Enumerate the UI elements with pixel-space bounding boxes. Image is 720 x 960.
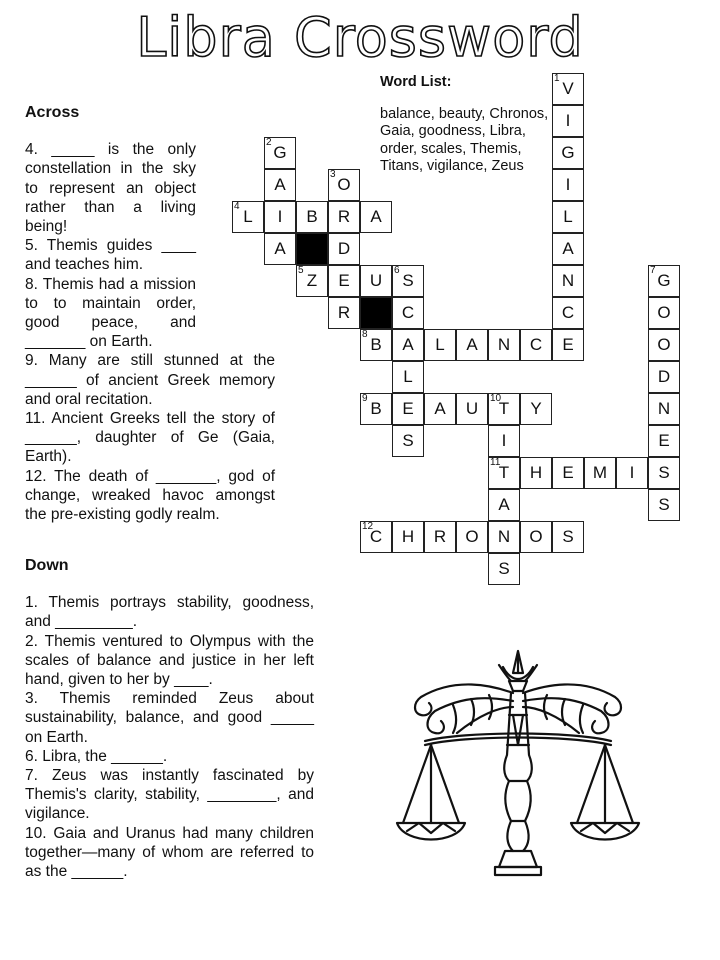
crossword-cell[interactable] (296, 265, 328, 297)
crossword-cell[interactable] (360, 393, 392, 425)
cell-letter: A (274, 239, 286, 258)
cell-letter: N (497, 527, 511, 546)
across-clue: 5. Themis guides ____ and teaches him. (25, 237, 196, 274)
crossword-cell[interactable] (648, 329, 680, 361)
cell-letter: S (402, 271, 414, 290)
word-list-title: Word List: (380, 74, 452, 90)
down-clue: 6. Libra, the ______. (25, 747, 168, 765)
cell-letter: N (657, 399, 671, 418)
across-clue: 9. Many are still stunned at the ______ of ancient Greek memory and oral recitation. (25, 352, 275, 408)
cell-letter: A (370, 207, 382, 226)
cell-letter: G (657, 271, 671, 290)
cell-letter: U (465, 399, 479, 418)
cell-letter: E (402, 399, 414, 418)
cell-letter: L (243, 207, 253, 226)
crossword-cell[interactable] (520, 393, 552, 425)
crossword-cell[interactable] (584, 457, 616, 489)
across-clues (25, 103, 275, 524)
crossword-cell[interactable] (552, 169, 584, 201)
crossword-cell[interactable] (456, 521, 488, 553)
cell-letter: H (529, 463, 543, 482)
crossword-cell[interactable] (648, 393, 680, 425)
crossword-cell[interactable] (328, 297, 360, 329)
cell-letter: S (658, 463, 670, 482)
crossword-cell[interactable] (296, 201, 328, 233)
crossword-cell[interactable] (552, 105, 584, 137)
cell-letter: B (370, 399, 382, 418)
crossword-cell[interactable] (616, 457, 648, 489)
page-title: Libra Crossword (136, 6, 584, 69)
clue-number: 5 (298, 265, 304, 276)
crossword-cell[interactable] (552, 137, 584, 169)
cell-letter: E (338, 271, 350, 290)
down-clue: 10. Gaia and Uranus had many children together—many of whom are referred to as the ______. (25, 824, 314, 881)
crossword-cell[interactable] (552, 521, 584, 553)
cell-letter: A (562, 239, 574, 258)
clue-number: 2 (266, 137, 272, 148)
cell-letter: R (337, 303, 351, 322)
cell-letter: V (562, 79, 574, 98)
cell-letter: C (369, 527, 383, 546)
cell-letter: G (561, 143, 575, 162)
clue-number: 1 (554, 73, 560, 84)
crossword-cell[interactable] (552, 457, 584, 489)
cell-letter: I (565, 111, 571, 130)
cell-letter: D (657, 367, 671, 386)
crossword-cell[interactable] (328, 265, 360, 297)
crossword-cell[interactable] (456, 329, 488, 361)
cell-letter: I (501, 431, 507, 450)
crossword-cell[interactable] (488, 329, 520, 361)
across-heading: Across (25, 104, 80, 121)
crossword-cell[interactable] (264, 233, 296, 265)
cell-letter: C (401, 303, 415, 322)
across-clue: 8. Themis had a mission to to maintain order, good peace, and _______ on Earth. (25, 275, 196, 351)
crossword-cell[interactable] (424, 393, 456, 425)
clue-number: 12 (362, 521, 374, 532)
cell-letter: L (563, 207, 573, 226)
crossword-cell[interactable] (360, 201, 392, 233)
cell-letter: M (592, 463, 608, 482)
crossword-cell[interactable] (360, 521, 392, 553)
crossword-cell[interactable] (488, 553, 520, 585)
cell-letter: A (274, 175, 286, 194)
cell-letter: O (465, 527, 479, 546)
cell-letter: G (273, 143, 287, 162)
down-clues (25, 556, 314, 881)
cell-letter: D (337, 239, 351, 258)
clue-number: 3 (330, 169, 336, 180)
cell-letter: A (434, 399, 446, 418)
cell-letter: N (497, 335, 511, 354)
cell-letter: B (370, 335, 382, 354)
cell-letter: N (561, 271, 575, 290)
cell-letter: T (498, 399, 510, 418)
clue-number: 7 (650, 265, 656, 276)
cell-letter: R (433, 527, 447, 546)
crossword-cell[interactable] (552, 201, 584, 233)
crossword-cell[interactable] (552, 265, 584, 297)
crossword-cell[interactable] (648, 361, 680, 393)
cell-letter: R (337, 207, 351, 226)
crossword-cell[interactable] (392, 393, 424, 425)
crossword-cell[interactable] (424, 329, 456, 361)
crossword-cell[interactable] (488, 521, 520, 553)
crossword-cell[interactable] (488, 489, 520, 521)
cell-letter: E (562, 335, 574, 354)
down-clue: 3. Themis reminded Zeus about sustainability, balance, and good _____ on Earth. (25, 690, 314, 746)
clue-number: 6 (394, 265, 400, 276)
cell-letter: E (562, 463, 574, 482)
cell-letter: O (657, 335, 671, 354)
crossword-cell[interactable] (552, 233, 584, 265)
crossword-cell[interactable] (264, 137, 296, 169)
cell-letter: I (277, 207, 283, 226)
cell-letter: Y (530, 399, 542, 418)
crossword-block (296, 233, 328, 265)
across-clue: 11. Ancient Greeks tell the story of ______, daughter of Ge (Gaia, Earth). (25, 410, 275, 466)
cell-letter: T (498, 463, 510, 482)
cell-letter: C (561, 303, 575, 322)
cell-letter: O (529, 527, 543, 546)
cell-letter: Z (306, 271, 318, 290)
down-clue: 7. Zeus was instantly fascinated by Themis's clarity, stability, ________, and vigilance. (25, 767, 314, 823)
down-clue: 2. Themis ventured to Olympus with the scales of balance and justice in her left hand, given to her by ____. (25, 632, 314, 689)
clue-number: 11 (490, 457, 501, 468)
crossword-cell[interactable] (232, 201, 264, 233)
cell-letter: L (403, 367, 413, 386)
down-clue: 1. Themis portrays stability, goodness, and _________. (25, 594, 314, 631)
clue-number: 9 (362, 393, 368, 404)
crossword-cell[interactable] (648, 297, 680, 329)
crossword-cell[interactable] (552, 329, 584, 361)
across-clue: 12. The death of _______, god of change, wreaked havoc amongst the pre-existing godly realm. (25, 467, 275, 524)
cell-letter: C (529, 335, 543, 354)
crossword-cell[interactable] (264, 201, 296, 233)
cell-letter: O (337, 175, 351, 194)
down-heading: Down (25, 557, 69, 574)
crossword-cell[interactable] (264, 169, 296, 201)
word-list (380, 74, 550, 176)
crossword-cell[interactable] (488, 425, 520, 457)
crossword-cell[interactable] (648, 457, 680, 489)
crossword-cell[interactable] (328, 169, 360, 201)
crossword-cell[interactable] (520, 457, 552, 489)
cell-letter: H (401, 527, 415, 546)
cell-letter: U (369, 271, 383, 290)
cell-letter: A (466, 335, 478, 354)
across-clue: 4. _____ is the only constellation in the sky to represent an object rather than a living being! (25, 141, 196, 236)
crossword-cell[interactable] (328, 233, 360, 265)
clue-number: 4 (234, 201, 240, 212)
crossword-cell[interactable] (360, 329, 392, 361)
cell-letter: O (657, 303, 671, 322)
crossword-cell[interactable] (424, 521, 456, 553)
libra-scales-illustration (395, 645, 665, 895)
cell-letter: I (565, 175, 571, 194)
crossword-cell[interactable] (648, 425, 680, 457)
crossword-cell[interactable] (520, 329, 552, 361)
crossword-cell[interactable] (552, 297, 584, 329)
cell-letter: S (498, 559, 510, 578)
clue-number: 10 (490, 393, 502, 404)
clue-number: 8 (362, 329, 368, 340)
cell-letter: S (402, 431, 414, 450)
crossword-cell[interactable] (392, 425, 424, 457)
crossword-cell[interactable] (488, 457, 520, 489)
crossword-cell[interactable] (392, 297, 424, 329)
cell-letter: I (629, 463, 635, 482)
crossword-block (360, 297, 392, 329)
crossword-cell[interactable] (392, 361, 424, 393)
cell-letter: E (658, 431, 670, 450)
crossword-cell[interactable] (648, 489, 680, 521)
crossword-cell[interactable] (360, 265, 392, 297)
crossword-cell[interactable] (552, 73, 584, 105)
crossword-cell[interactable] (392, 521, 424, 553)
cell-letter: L (435, 335, 445, 354)
cell-letter: S (562, 527, 574, 546)
crossword-cell[interactable] (392, 265, 424, 297)
cell-letter: A (498, 495, 510, 514)
crossword-cell[interactable] (520, 521, 552, 553)
crossword-cell[interactable] (392, 329, 424, 361)
cell-letter: S (658, 495, 670, 514)
crossword-cell[interactable] (456, 393, 488, 425)
cell-letter: A (402, 335, 414, 354)
crossword-cell[interactable] (648, 265, 680, 297)
crossword-cell[interactable] (328, 201, 360, 233)
crossword-cell[interactable] (488, 393, 520, 425)
cell-letter: B (306, 207, 318, 226)
word-list-words: balance, beauty, Chronos, Gaia, goodness, Libra, order, scales, Themis, Titans, vigilance, Zeus (380, 105, 549, 174)
